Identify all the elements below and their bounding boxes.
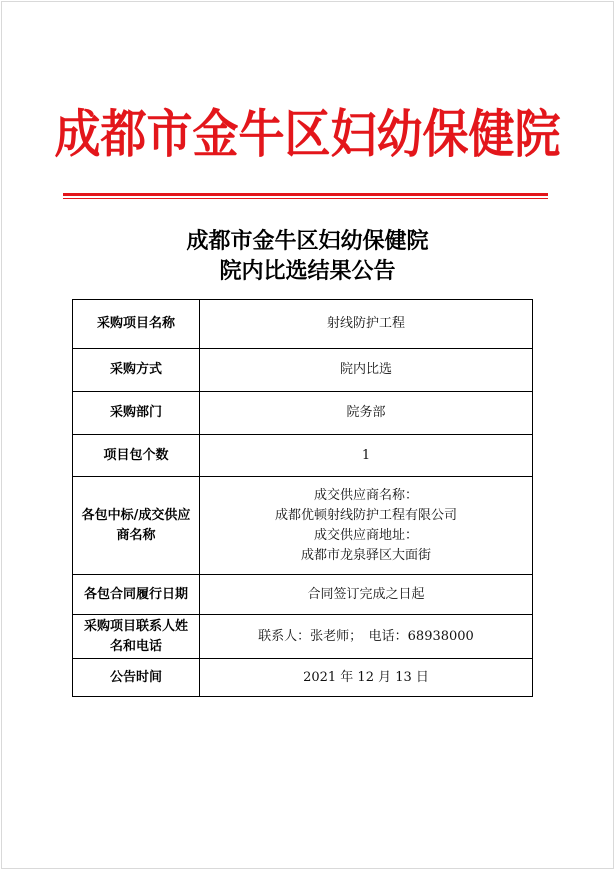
row-value: 射线防护工程 xyxy=(200,300,533,349)
row-label: 采购方式 xyxy=(73,349,200,392)
table-row xyxy=(73,349,533,392)
row-value: 院务部 xyxy=(200,392,533,435)
row-label: 项目包个数 xyxy=(73,435,200,477)
row-value xyxy=(200,477,533,575)
supplier-address: 成都市龙泉驿区大面街 xyxy=(300,547,431,563)
row-value: 2021 年 12 月 13 日 xyxy=(200,659,533,697)
table-row xyxy=(73,659,533,697)
table-row xyxy=(73,300,533,349)
row-label: 各包合同履行日期 xyxy=(73,575,200,615)
row-value: 联系人：张老师； 电话：68938000 xyxy=(200,615,533,659)
supplier-name: 成都优顿射线防护工程有限公司 xyxy=(274,507,457,523)
supplier-name-caption: 成交供应商名称： xyxy=(313,487,418,503)
row-value: 院内比选 xyxy=(200,349,533,392)
masthead-org-name: 成都市金牛区妇幼保健院 xyxy=(54,103,561,165)
supplier-address-caption: 成交供应商地址： xyxy=(313,527,418,543)
table-row xyxy=(73,575,533,615)
document-title-line1: 成都市金牛区妇幼保健院 xyxy=(186,228,429,254)
table-row xyxy=(73,615,533,659)
row-label-line: 商名称 xyxy=(116,527,156,543)
row-value: 合同签订完成之日起 xyxy=(200,575,533,615)
table-row xyxy=(73,392,533,435)
table-row xyxy=(73,435,533,477)
row-label-line: 名和电话 xyxy=(109,638,162,654)
row-value: 1 xyxy=(200,435,533,477)
row-label-line: 各包中标/成交供应 xyxy=(81,507,191,523)
document-title-line2: 院内比选结果公告 xyxy=(219,258,396,284)
row-label xyxy=(73,477,200,575)
row-label: 采购部门 xyxy=(73,392,200,435)
row-label: 公告时间 xyxy=(73,659,200,697)
table-row xyxy=(73,477,533,575)
row-label xyxy=(73,615,200,659)
announcement-table xyxy=(72,299,533,697)
masthead-red-rule xyxy=(63,193,548,196)
row-label-line: 采购项目联系人姓 xyxy=(83,618,188,634)
row-label: 采购项目名称 xyxy=(73,300,200,349)
masthead-red-rule-thin xyxy=(63,198,548,199)
